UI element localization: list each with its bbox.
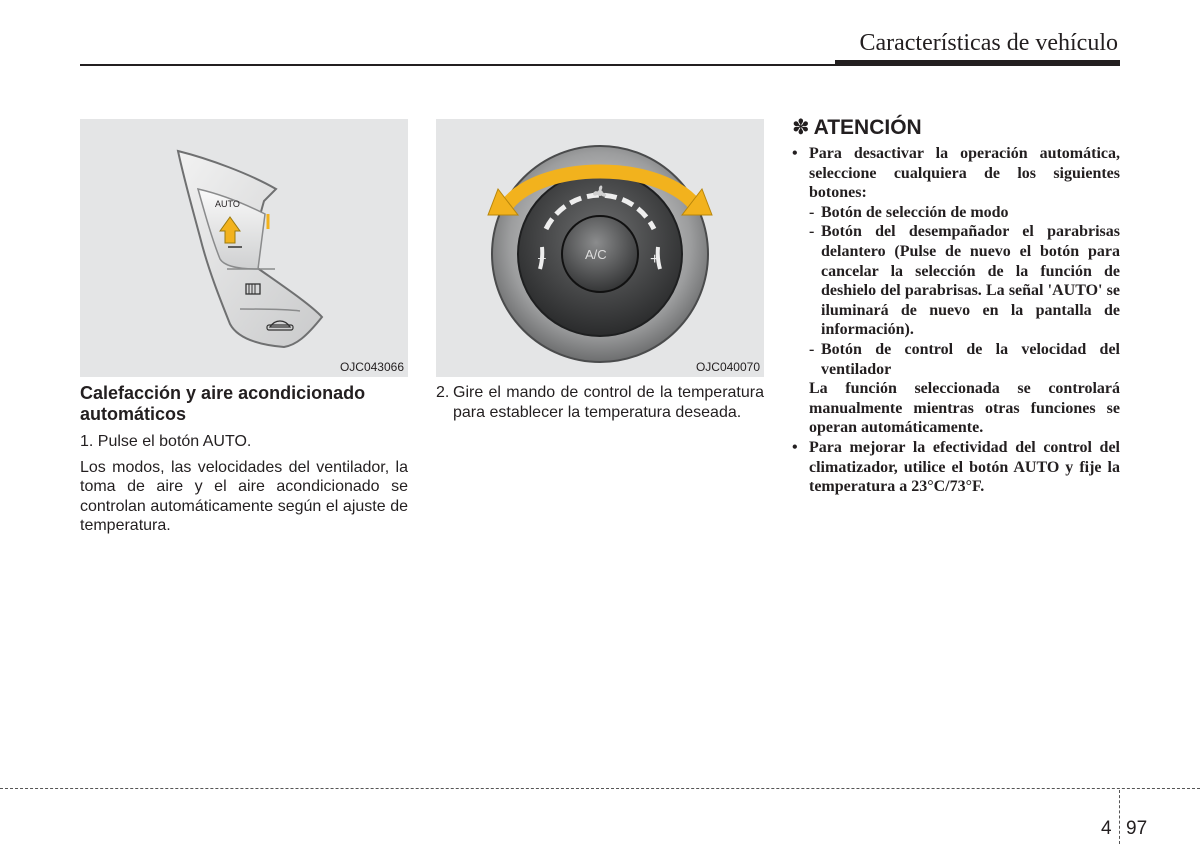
auto-panel-illustration [80,119,408,377]
header-rule-thick [835,60,1120,66]
figure-temperature-knob [436,119,764,377]
figure-code: OJC043066 [339,360,404,374]
page-header-title: Características de vehículo [859,30,1118,56]
bullet-2-text: Para mejorar la efectividad del control del climatizador, utilice el botón AUTO y fije la temperatura a 23°C/73°F. [809,438,1120,496]
figure-auto-button [80,119,408,377]
chapter-number: 4 [1101,818,1112,839]
page-number: 97 [1126,818,1148,839]
auto-climate-section [80,383,408,542]
temp-minus-label: – [538,249,546,265]
section-title: Calefacción y aire acondicionado automáticos [80,383,366,424]
header-rule [80,64,835,66]
dash-mark: - [809,223,815,241]
dash-mark: - [809,203,815,221]
step-2-text: Gire el mando de control de la temperatura para establecer la temperatura deseada. [453,384,764,421]
attention-sub-2 [792,222,1120,340]
bullet-icon: • [792,145,798,162]
attention-note: La función seleccionada se controlará manualmente mientras otras funciones se operan automáticamente. [809,380,1120,437]
attention-bullet-1 [792,144,1120,203]
footer-dashed-divider [1119,790,1120,844]
auto-button-label: AUTO [215,199,240,209]
step-1: 1. Pulse el botón AUTO. [80,433,252,450]
sub-2-text: Botón del desempañador el parabrisas delantero (Pulse de nuevo el botón para cancelar la selección de la función de deshielo del parabrisas. La señal 'AUTO' se iluminará de nuevo en la pantalla de información). [821,223,1120,339]
footer-dashed-rule [0,788,1200,789]
temperature-knob-illustration [436,119,764,377]
asterisk-icon: ✽ [792,116,810,139]
figure-code: OJC040070 [695,360,760,374]
attention-sub-1 [792,203,1120,223]
step-2-number: 2. [436,384,450,401]
attention-title-text: ATENCIÓN [813,116,922,139]
sub-1-text: Botón de selección de modo [821,203,1009,221]
ac-button-label: A/C [585,247,607,262]
attention-box [792,115,1120,497]
attention-bullet-2 [792,438,1120,497]
dash-mark: - [809,340,815,358]
step-2 [436,383,764,422]
temperature-step-section [436,383,764,422]
temp-plus-label: + [650,251,660,268]
description-paragraph: Los modos, las velocidades del ventilador, la toma de aire y el aire acondicionado se controlan automáticamente según el ajuste de temperatura. [80,458,408,534]
bullet-icon: • [792,438,798,456]
attention-sub-3 [792,340,1120,379]
sub-3-text: Botón de control de la velocidad del ventilador [821,340,1120,378]
bullet-1-text: Para desactivar la operación automática, seleccione cualquiera de los siguientes botones: [809,145,1120,202]
attention-title [792,115,1120,141]
